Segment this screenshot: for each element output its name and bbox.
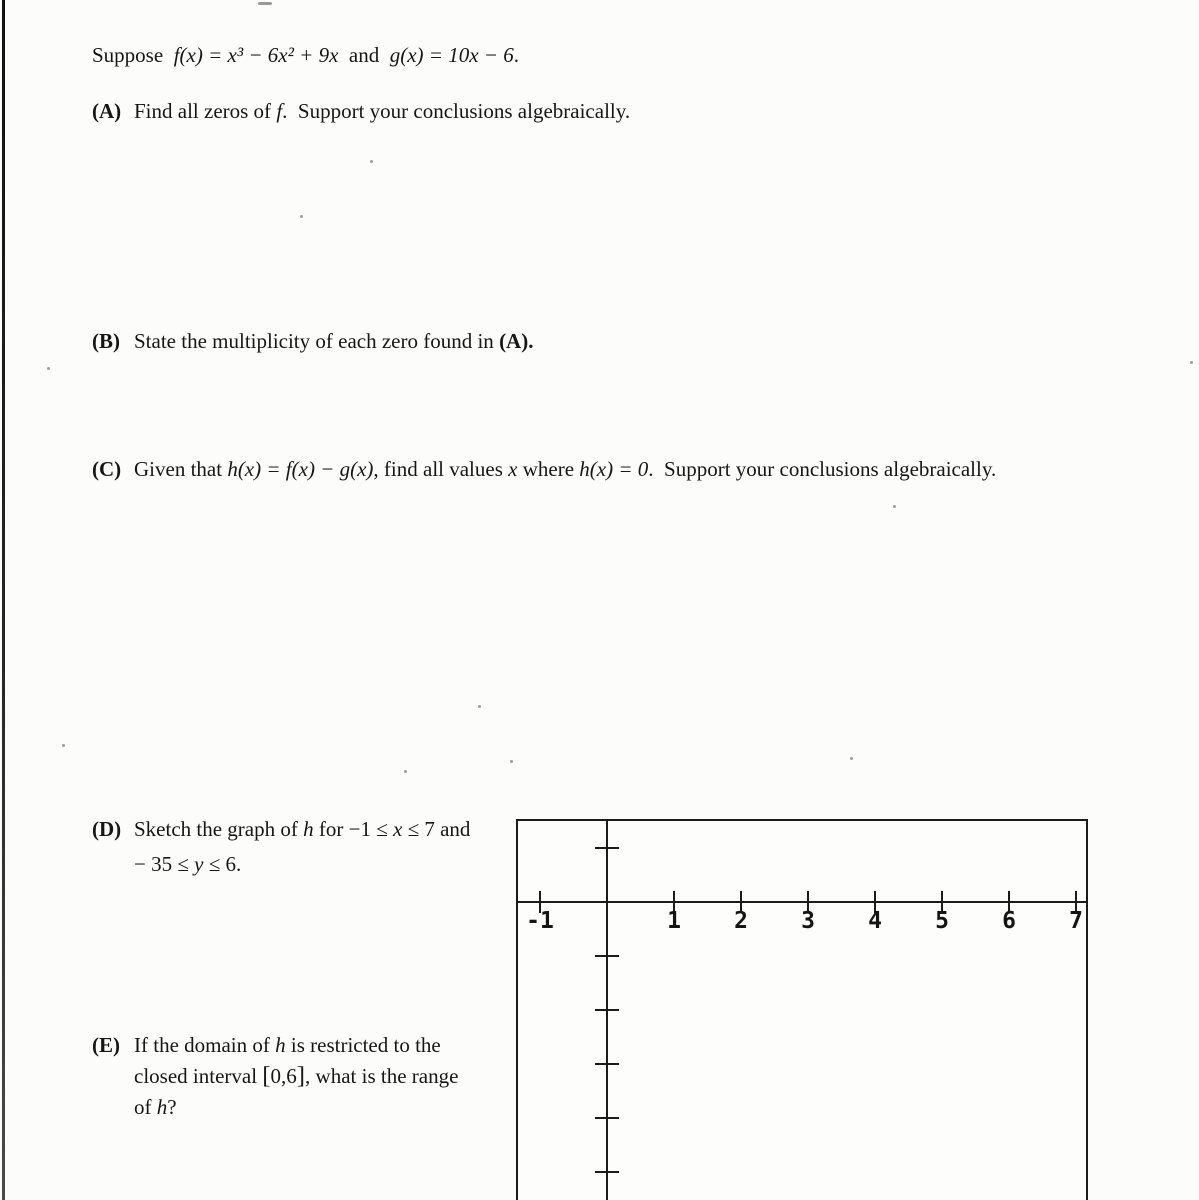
problem-statement	[92, 38, 519, 72]
y-tick	[595, 955, 619, 957]
part-d	[92, 812, 470, 882]
text-segment: − 35 ≤	[134, 852, 195, 876]
text-segment: , find all values	[373, 457, 509, 481]
part-e-line-3	[92, 1092, 458, 1123]
text-segment: h(x) = 0	[579, 457, 649, 481]
y-tick	[595, 1117, 619, 1119]
text-segment: x	[508, 457, 518, 481]
scan-speck	[370, 160, 373, 163]
text-segment: h	[156, 1095, 168, 1119]
scan-speck	[404, 770, 407, 773]
part-d-line-2	[92, 847, 470, 882]
part-label: (A)	[92, 99, 122, 123]
part-text	[134, 329, 533, 353]
part-c	[92, 452, 996, 486]
part-label: (B)	[92, 329, 120, 353]
text-segment: f	[276, 99, 283, 123]
y-tick	[595, 1009, 619, 1011]
x-tick-label: 6	[1002, 908, 1016, 934]
y-tick	[595, 1171, 619, 1173]
text-segment: 0,6	[270, 1064, 297, 1088]
text-segment: Given that	[134, 457, 228, 481]
x-tick-label: 3	[801, 908, 815, 934]
x-tick-label: 1	[667, 908, 681, 934]
part-text	[134, 99, 630, 123]
text-segment: for	[313, 817, 349, 841]
part-text	[134, 457, 996, 481]
part-d-line-1	[92, 812, 470, 847]
part-text	[134, 1095, 177, 1119]
y-tick	[595, 847, 619, 849]
x-tick-label: 4	[868, 908, 882, 934]
part-label: (C)	[92, 457, 122, 481]
text-segment: x	[393, 817, 403, 841]
text-segment: and	[338, 43, 390, 67]
text-segment: and	[434, 817, 471, 841]
part-b	[92, 324, 533, 358]
part-label: (D)	[92, 817, 122, 841]
scan-speck	[478, 705, 481, 708]
text-segment: h	[275, 1033, 286, 1057]
scan-speck	[510, 760, 513, 763]
x-tick-label: 5	[935, 908, 949, 934]
text-segment: . Support your conclusions algebraically.	[648, 457, 997, 481]
x-tick-label: 7	[1069, 908, 1083, 934]
scan-speck	[893, 505, 896, 508]
text-segment: (A).	[499, 329, 534, 353]
text-segment: h(x) = f(x) − g(x)	[227, 457, 374, 481]
text-segment: .	[513, 43, 519, 67]
scan-speck	[850, 757, 853, 760]
scan-speck	[62, 744, 65, 747]
scan-edge-artifact	[2, 0, 5, 1200]
text-segment: closed interval	[134, 1064, 263, 1088]
part-e-line-1	[92, 1030, 458, 1061]
text-segment: h	[303, 817, 314, 841]
text-segment: g(x) = 10x − 6	[389, 43, 514, 67]
text-segment: Sketch the graph of	[134, 817, 304, 841]
text-segment: [	[262, 1062, 271, 1089]
part-c-line	[92, 452, 996, 486]
x-tick-label: 2	[734, 908, 748, 934]
text-segment: ≤ 7	[402, 817, 435, 841]
text-segment: where	[517, 457, 580, 481]
x-axis	[518, 901, 1086, 903]
part-a	[92, 94, 630, 128]
part-e-line-2	[92, 1061, 458, 1092]
part-b-line	[92, 324, 533, 358]
x-tick-label: -1	[526, 908, 554, 934]
text-segment: y	[194, 852, 204, 876]
text-segment: .	[235, 852, 242, 876]
text-segment: ≤ 6	[203, 852, 236, 876]
text-segment: ]	[296, 1062, 306, 1089]
part-a-line	[92, 94, 630, 128]
scan-speck	[1190, 361, 1193, 364]
graph-box	[516, 819, 1088, 1200]
part-e	[92, 1030, 458, 1123]
text-segment: is restricted to the	[285, 1033, 441, 1057]
scan-speck	[47, 367, 50, 370]
text-segment: Suppose	[92, 43, 174, 67]
part-text	[134, 1064, 458, 1088]
text-segment: , what is the range	[305, 1064, 459, 1088]
y-tick	[595, 1063, 619, 1065]
scan-dash-artifact	[258, 2, 272, 5]
text-segment: ?	[167, 1095, 177, 1119]
part-text	[134, 852, 241, 876]
part-text	[134, 1033, 441, 1057]
text-segment: Find all zeros of	[134, 99, 277, 123]
scan-speck	[300, 215, 303, 218]
text-segment: . Support your conclusions algebraically.	[282, 99, 631, 123]
text-segment: f(x) = x³ − 6x² + 9x	[173, 43, 339, 67]
text-segment: of	[134, 1095, 157, 1119]
part-text	[134, 817, 470, 841]
text-segment: State the multiplicity of each zero found in	[134, 329, 500, 353]
text-segment: −1 ≤	[348, 817, 393, 841]
text-segment: If the domain of	[134, 1033, 276, 1057]
part-label: (E)	[92, 1033, 120, 1057]
